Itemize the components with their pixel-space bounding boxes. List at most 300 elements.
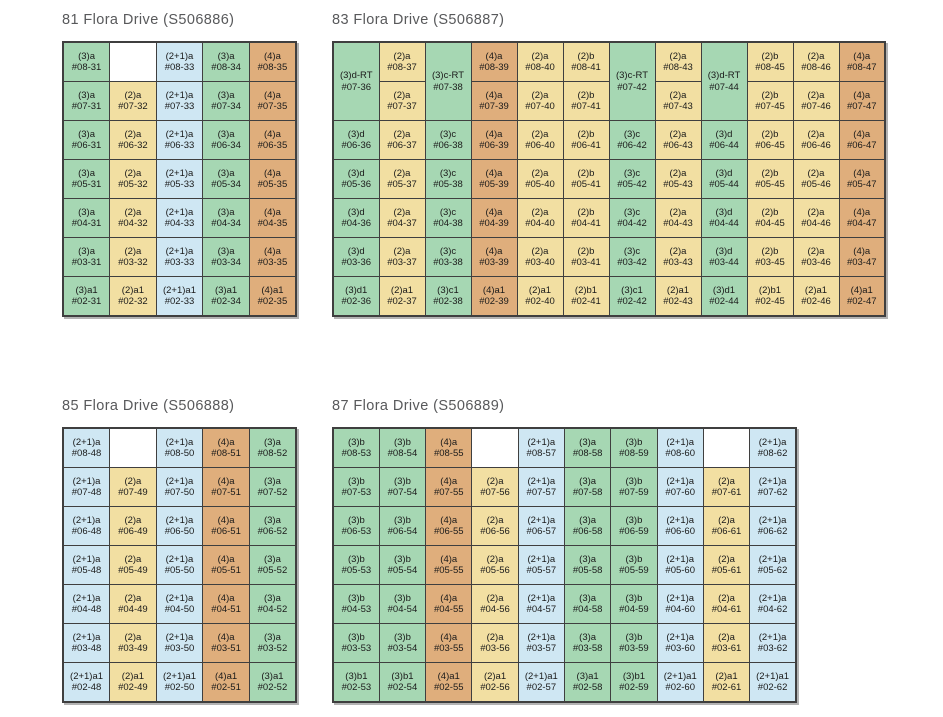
unit-number-label: #07-43	[663, 101, 693, 112]
unit-number-label: #05-39	[479, 179, 509, 190]
unit-type-label: (3)c-RT	[431, 70, 465, 81]
unit-type-label: (3)b	[625, 592, 643, 604]
unit-number-label: #07-54	[387, 487, 418, 498]
unit-type-label: (2)b	[761, 206, 779, 218]
unit-type-label: (2+1)a1	[756, 670, 790, 682]
unit-type-label: (2)a	[718, 553, 735, 565]
unit-cell-02-36	[333, 277, 379, 317]
unit-type-label: (3)a	[78, 128, 95, 140]
unit-type-label: (4)a1	[850, 284, 873, 296]
unit-number-label: #07-41	[571, 101, 601, 112]
unit-type-label: (2)a	[124, 475, 142, 487]
unit-number-label: #04-55	[433, 604, 464, 615]
unit-number-label: #02-56	[480, 682, 510, 693]
unit-number-label: #07-32	[118, 101, 148, 112]
unit-type-label: (2)b	[577, 245, 595, 257]
unit-number-label: #05-33	[164, 179, 195, 190]
unit-cell-06-32	[110, 121, 157, 160]
unit-type-label: (3)a	[579, 514, 597, 526]
unit-cell-07-49	[110, 468, 157, 507]
unit-type-label: (3)a	[78, 167, 95, 179]
unit-cell-06-50	[156, 507, 203, 546]
unit-cell-04-42	[609, 199, 655, 238]
unit-number-label: #02-47	[846, 296, 877, 307]
unit-cell-07-58	[564, 468, 610, 507]
unit-type-label: (2)a	[393, 206, 411, 218]
unit-number-label: #07-45	[755, 101, 785, 112]
unit-number-label: #08-46	[801, 62, 831, 73]
unit-cell-03-50	[156, 624, 203, 663]
unit-type-label: (2)a	[669, 128, 687, 140]
unit-number-label: #06-59	[619, 526, 649, 537]
unit-number-label: #05-47	[846, 179, 877, 190]
unit-cell-05-49	[110, 546, 157, 585]
unit-cell-08-51	[203, 428, 250, 468]
unit-type-label: (2+1)a	[165, 553, 194, 565]
unit-type-label: (2)a	[124, 128, 142, 140]
unit-number-label: #02-55	[433, 682, 464, 693]
unit-cell-04-43	[655, 199, 701, 238]
unit-type-label: (4)a	[440, 436, 458, 448]
unit-cell-02-53	[333, 663, 379, 703]
unit-type-label: (4)a	[853, 128, 871, 140]
unit-type-label: (2)a	[807, 245, 825, 257]
unit-type-label: (3)b	[625, 553, 643, 565]
unit-type-label: (3)a	[263, 475, 281, 487]
unit-cell-04-61	[703, 585, 749, 624]
unit-type-label: (3)d-RT	[339, 70, 373, 81]
unit-type-label: (3)a	[579, 553, 597, 565]
unit-number-label: #06-33	[164, 140, 195, 151]
block-title-83: 83 Flora Drive (S506887)	[332, 12, 505, 28]
unit-number-label: #05-59	[619, 565, 649, 576]
unit-number-label: #04-41	[571, 218, 601, 229]
unit-cell-03-57	[518, 624, 564, 663]
unit-cell-03-53	[333, 624, 379, 663]
unit-type-label: (2+1)a	[758, 592, 787, 604]
unit-type-label: (4)a	[485, 50, 503, 62]
unit-type-label: (2)a	[669, 206, 687, 218]
unit-cell-03-34	[203, 238, 250, 277]
unit-type-label: (2)a	[393, 89, 411, 101]
unit-cell-02-31	[63, 277, 110, 317]
unit-cell-05-56	[472, 546, 518, 585]
unit-type-label: (2)b1	[758, 284, 782, 296]
unit-type-label: (2+1)a	[666, 592, 695, 604]
unit-number-label: #05-60	[665, 565, 696, 576]
unit-number-label: #08-41	[571, 62, 601, 73]
unit-type-label: (2)a	[531, 245, 549, 257]
unit-type-label: (4)a	[263, 206, 281, 218]
unit-cell-05-44	[701, 160, 747, 199]
unit-type-label: (3)a	[579, 475, 597, 487]
unit-type-label: (2)b	[577, 167, 595, 179]
unit-number-label: #05-61	[711, 565, 742, 576]
unit-number-label: #04-52	[257, 604, 288, 615]
unit-number-label: #03-55	[433, 643, 464, 654]
unit-type-label: (2+1)a	[758, 436, 787, 448]
unit-type-label: (2)a	[531, 50, 549, 62]
unit-type-label: (3)c	[439, 206, 457, 218]
unit-type-label: (4)a	[217, 514, 235, 526]
unit-cell-05-31	[63, 160, 110, 199]
unit-type-label: (2+1)a1	[162, 670, 196, 682]
unit-type-label: (2)a	[531, 89, 549, 101]
unit-cell-03-39	[471, 238, 517, 277]
unit-type-label: (3)a	[78, 50, 95, 62]
unit-number-label: #02-45	[755, 296, 785, 307]
unit-type-label: (4)a	[263, 50, 281, 62]
unit-number-label: #08-48	[71, 448, 102, 459]
unit-number-label: #05-44	[709, 179, 739, 190]
unit-cell-08-43	[655, 42, 701, 82]
unit-cell-04-47	[839, 199, 885, 238]
unit-number-label: #05-34	[211, 179, 241, 190]
unit-cell-05-62	[750, 546, 796, 585]
unit-cell-07-54	[379, 468, 425, 507]
unit-cell-03-52	[249, 624, 296, 663]
unit-type-label: (4)a	[263, 245, 281, 257]
unit-type-label: (3)d1	[712, 284, 736, 296]
unit-number-label: #05-38	[433, 179, 463, 190]
unit-type-label: (3)d1	[345, 284, 368, 296]
unit-number-label: #03-32	[118, 257, 148, 268]
unit-cell-02-46	[793, 277, 839, 317]
unit-cell-06-35	[249, 121, 296, 160]
unit-cell-03-38	[425, 238, 471, 277]
unit-number-label: #07-49	[118, 487, 148, 498]
unit-number-label: #08-54	[387, 448, 418, 459]
unit-type-label: (2+1)a	[72, 592, 101, 604]
unit-number-label: #04-32	[118, 218, 148, 229]
empty-cell	[110, 42, 157, 82]
unit-type-label: (2)a1	[483, 670, 507, 682]
unit-type-label: (3)b	[347, 631, 365, 643]
unit-number-label: #08-40	[525, 62, 555, 73]
unit-type-label: (2+1)a	[72, 436, 101, 448]
unit-number-label: #03-58	[572, 643, 603, 654]
unit-number-label: #04-48	[71, 604, 102, 615]
unit-cell-07-50	[156, 468, 203, 507]
unit-number-label: #03-46	[801, 257, 831, 268]
unit-cell-08-39	[471, 42, 517, 82]
unit-number-label: #02-37	[387, 296, 417, 307]
unit-cell-05-39	[471, 160, 517, 199]
unit-cell-02-55	[426, 663, 472, 703]
unit-number-label: #03-49	[118, 643, 148, 654]
unit-cell-08-35	[249, 42, 296, 82]
unit-number-label: #06-53	[341, 526, 372, 537]
unit-type-label: (2)a1	[715, 670, 738, 682]
unit-number-label: #07-50	[164, 487, 195, 498]
unit-cell-07-57	[518, 468, 564, 507]
unit-number-label: #03-34	[211, 257, 241, 268]
unit-type-label: (4)a	[485, 206, 503, 218]
unit-cell-07-61	[703, 468, 749, 507]
unit-number-label: #05-42	[617, 179, 647, 190]
unit-cell-05-42	[609, 160, 655, 199]
unit-cell-07-35	[249, 82, 296, 121]
unit-type-label: (3)d	[347, 167, 365, 179]
unit-cell-07-44	[701, 42, 747, 121]
unit-type-label: (2)a1	[666, 284, 690, 296]
unit-cell-03-48	[63, 624, 110, 663]
unit-cell-04-59	[611, 585, 657, 624]
unit-cell-05-53	[333, 546, 379, 585]
unit-number-label: #08-31	[71, 62, 102, 73]
unit-type-label: (2+1)a	[165, 206, 194, 218]
unit-number-label: #03-42	[617, 257, 647, 268]
unit-number-label: #07-40	[525, 101, 555, 112]
unit-cell-05-43	[655, 160, 701, 199]
unit-number-label: #07-33	[164, 101, 195, 112]
unit-cell-04-33	[156, 199, 203, 238]
unit-number-label: #04-36	[341, 218, 372, 229]
unit-type-label: (2)a1	[121, 284, 144, 296]
unit-number-label: #06-55	[433, 526, 464, 537]
empty-cell	[110, 428, 157, 468]
unit-cell-02-52	[249, 663, 296, 703]
unit-cell-08-48	[63, 428, 110, 468]
unit-number-label: #05-56	[480, 565, 510, 576]
unit-type-label: (3)c	[439, 128, 457, 140]
unit-cell-07-48	[63, 468, 110, 507]
unit-cell-07-33	[156, 82, 203, 121]
unit-type-label: (2+1)a1	[70, 670, 104, 682]
unit-type-label: (2)a	[807, 128, 825, 140]
unit-cell-06-52	[249, 507, 296, 546]
unit-number-label: #05-57	[526, 565, 557, 576]
unit-type-label: (2+1)a	[666, 436, 695, 448]
unit-number-label: #07-60	[665, 487, 696, 498]
unit-cell-06-34	[203, 121, 250, 160]
unit-number-label: #05-50	[164, 565, 195, 576]
unit-number-label: #07-51	[211, 487, 241, 498]
unit-number-label: #03-43	[663, 257, 693, 268]
unit-type-label: (3)d	[347, 206, 365, 218]
unit-type-label: (4)a	[263, 89, 281, 101]
unit-number-label: #02-44	[709, 296, 739, 307]
unit-number-label: #02-59	[619, 682, 649, 693]
unit-cell-06-33	[156, 121, 203, 160]
unit-type-label: (3)a	[217, 167, 235, 179]
unit-type-label: (3)a	[263, 514, 281, 526]
unit-number-label: #08-55	[433, 448, 464, 459]
unit-cell-02-32	[110, 277, 157, 317]
unit-type-label: (2+1)a	[165, 436, 194, 448]
unit-number-label: #05-37	[387, 179, 417, 190]
unit-cell-04-39	[471, 199, 517, 238]
unit-table-83	[332, 41, 886, 317]
unit-number-label: #05-55	[433, 565, 464, 576]
unit-cell-06-49	[110, 507, 157, 546]
unit-number-label: #06-34	[211, 140, 241, 151]
unit-cell-06-56	[472, 507, 518, 546]
unit-number-label: #04-34	[211, 218, 241, 229]
unit-type-label: (3)a1	[261, 670, 284, 682]
unit-cell-07-34	[203, 82, 250, 121]
unit-number-label: #06-41	[571, 140, 601, 151]
unit-number-label: #02-51	[211, 682, 241, 693]
unit-number-label: #07-39	[479, 101, 509, 112]
unit-type-label: (2)a	[531, 206, 549, 218]
unit-cell-07-36	[333, 42, 379, 121]
unit-cell-07-38	[425, 42, 471, 121]
unit-cell-07-55	[426, 468, 472, 507]
unit-cell-03-41	[563, 238, 609, 277]
unit-type-label: (3)c	[439, 167, 457, 179]
unit-type-label: (3)a	[579, 592, 597, 604]
unit-number-label: #08-60	[665, 448, 696, 459]
unit-cell-03-45	[747, 238, 793, 277]
unit-cell-06-58	[564, 507, 610, 546]
unit-type-label: (3)a1	[576, 670, 599, 682]
unit-type-label: (2+1)a	[666, 514, 695, 526]
unit-number-label: #08-59	[619, 448, 649, 459]
unit-number-label: #07-53	[341, 487, 372, 498]
unit-type-label: (2)a	[393, 167, 411, 179]
unit-cell-08-47	[839, 42, 885, 82]
unit-cell-08-45	[747, 42, 793, 82]
unit-cell-04-40	[517, 199, 563, 238]
unit-cell-03-49	[110, 624, 157, 663]
unit-type-label: (3)b	[393, 514, 411, 526]
unit-number-label: #07-35	[257, 101, 288, 112]
unit-number-label: #07-37	[387, 101, 417, 112]
unit-number-label: #03-56	[480, 643, 510, 654]
unit-type-label: (3)a	[263, 592, 281, 604]
unit-cell-02-61	[703, 663, 749, 703]
unit-type-label: (4)a	[440, 475, 458, 487]
unit-type-label: (3)c	[623, 206, 641, 218]
unit-type-label: (4)a	[440, 631, 458, 643]
unit-cell-07-43	[655, 82, 701, 121]
unit-type-label: (3)a	[217, 89, 235, 101]
unit-cell-04-56	[472, 585, 518, 624]
unit-cell-02-39	[471, 277, 517, 317]
unit-type-label: (3)d-RT	[707, 70, 741, 81]
unit-number-label: #02-58	[572, 682, 603, 693]
unit-number-label: #05-48	[71, 565, 102, 576]
unit-cell-03-51	[203, 624, 250, 663]
unit-number-label: #04-53	[341, 604, 372, 615]
unit-cell-02-44	[701, 277, 747, 317]
unit-number-label: #02-48	[71, 682, 102, 693]
unit-type-label: (2)a	[124, 553, 142, 565]
unit-number-label: #02-42	[617, 296, 647, 307]
unit-type-label: (3)b	[347, 553, 365, 565]
unit-number-label: #02-39	[479, 296, 509, 307]
unit-number-label: #06-62	[757, 526, 788, 537]
unit-type-label: (3)b	[625, 514, 643, 526]
unit-type-label: (3)c-RT	[615, 70, 649, 81]
unit-number-label: #06-51	[211, 526, 241, 537]
unit-number-label: #07-34	[211, 101, 241, 112]
unit-cell-04-31	[63, 199, 110, 238]
unit-cell-03-59	[611, 624, 657, 663]
unit-number-label: #04-35	[257, 218, 288, 229]
unit-number-label: #06-50	[164, 526, 195, 537]
unit-cell-04-41	[563, 199, 609, 238]
unit-number-label: #08-37	[387, 62, 417, 73]
unit-number-label: #02-46	[801, 296, 831, 307]
unit-number-label: #08-33	[164, 62, 195, 73]
unit-cell-05-51	[203, 546, 250, 585]
unit-number-label: #05-46	[801, 179, 831, 190]
unit-cell-06-37	[379, 121, 425, 160]
unit-cell-05-33	[156, 160, 203, 199]
unit-type-label: (2+1)a	[165, 89, 194, 101]
unit-number-label: #03-44	[709, 257, 739, 268]
unit-cell-03-35	[249, 238, 296, 277]
unit-cell-07-41	[563, 82, 609, 121]
unit-type-label: (3)a	[78, 206, 95, 218]
unit-number-label: #02-53	[341, 682, 372, 693]
unit-cell-07-46	[793, 82, 839, 121]
unit-number-label: #07-57	[526, 487, 557, 498]
unit-number-label: #06-47	[846, 140, 877, 151]
unit-number-label: #03-51	[211, 643, 241, 654]
unit-number-label: #03-54	[387, 643, 418, 654]
unit-number-label: #07-36	[341, 81, 372, 93]
unit-number-label: #06-43	[663, 140, 693, 151]
unit-type-label: (2)b	[577, 50, 595, 62]
unit-type-label: (3)a	[217, 128, 235, 140]
unit-number-label: #02-60	[665, 682, 696, 693]
unit-cell-02-37	[379, 277, 425, 317]
unit-type-label: (2)b	[577, 89, 595, 101]
unit-number-label: #08-58	[572, 448, 603, 459]
unit-number-label: #04-56	[480, 604, 510, 615]
unit-type-label: (2+1)a	[527, 631, 556, 643]
unit-type-label: (4)a	[217, 475, 235, 487]
unit-cell-05-48	[63, 546, 110, 585]
unit-cell-08-55	[426, 428, 472, 468]
unit-number-label: #02-62	[757, 682, 788, 693]
unit-number-label: #06-52	[257, 526, 288, 537]
unit-cell-02-41	[563, 277, 609, 317]
unit-cell-08-41	[563, 42, 609, 82]
unit-type-label: (2+1)a	[165, 592, 194, 604]
unit-cell-07-56	[472, 468, 518, 507]
unit-type-label: (2)a	[669, 50, 687, 62]
unit-number-label: #04-43	[663, 218, 693, 229]
unit-type-label: (3)d	[347, 245, 365, 257]
unit-type-label: (2+1)a	[72, 553, 101, 565]
unit-number-label: #02-40	[525, 296, 555, 307]
unit-type-label: (4)a	[217, 436, 235, 448]
unit-number-label: #02-43	[663, 296, 693, 307]
unit-number-label: #04-57	[526, 604, 557, 615]
unit-type-label: (2)a1	[121, 670, 144, 682]
unit-type-label: (3)c	[623, 128, 641, 140]
unit-cell-03-33	[156, 238, 203, 277]
unit-cell-04-53	[333, 585, 379, 624]
unit-cell-07-59	[611, 468, 657, 507]
unit-cell-08-59	[611, 428, 657, 468]
unit-type-label: (2)b	[761, 167, 779, 179]
unit-table-87	[332, 427, 797, 703]
unit-cell-03-44	[701, 238, 747, 277]
unit-number-label: #06-49	[118, 526, 148, 537]
unit-number-label: #06-35	[257, 140, 288, 151]
unit-cell-08-34	[203, 42, 250, 82]
unit-cell-04-48	[63, 585, 110, 624]
unit-type-label: (3)a	[217, 206, 235, 218]
unit-type-label: (4)a	[853, 89, 871, 101]
unit-number-label: #02-57	[526, 682, 557, 693]
unit-number-label: #05-62	[757, 565, 788, 576]
